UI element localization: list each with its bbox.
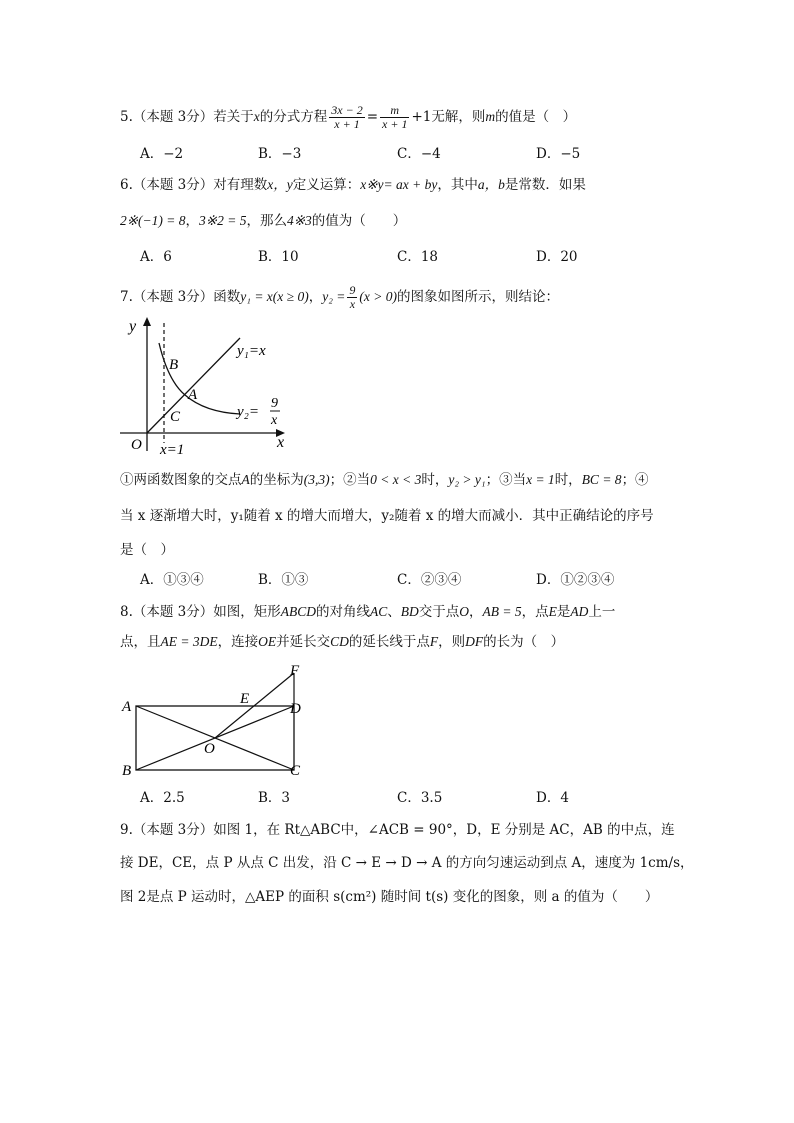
q6-stem-line2	[120, 211, 406, 231]
q7-label-O: O	[131, 437, 142, 453]
q5-frac2-den: x + 1	[382, 117, 408, 131]
q7-s1-bc: BC = 8	[581, 472, 622, 487]
q6-l2-e: 4※3	[286, 213, 312, 228]
q7-label-y2den: x	[271, 413, 278, 428]
q7-s1-g: ；④	[621, 472, 649, 488]
q6-l1-ab: a，b	[477, 177, 505, 192]
q7-head: 7.（本题 3分）函数	[120, 289, 241, 305]
q6-l2-d: ，那么	[246, 213, 287, 229]
q6-l2-c: 3※2 = 5	[199, 213, 247, 228]
q8-l2-a: 点，且	[120, 634, 161, 650]
q8-l1-d: 交于点	[418, 604, 460, 620]
q5-frac1-num: 3x − 2	[331, 103, 363, 117]
q7-y1-def: y₁ = x(x ≥ 0)	[240, 289, 309, 304]
q9-stem-line3: 图 2是点 P 运动时，△AEP 的面积 s(cm²) 随时间 t(s) 变化的图象，则 a 的值为（ ）	[120, 889, 659, 905]
q8-l1-abcd: ABCD	[280, 604, 317, 619]
q6-l2-a: 2※(−1) = 8	[120, 213, 186, 228]
q7-s1-x1: x = 1	[526, 472, 555, 487]
q8-l2-g: 的长为（ ）	[483, 634, 565, 650]
q6-l1-a: 6.（本题 3分）对有理数	[120, 177, 268, 193]
q7-label-y2num: 9	[271, 396, 278, 411]
q5-mid: 的分式方程	[259, 109, 328, 125]
q6-l1-b: 定义运算：	[292, 177, 361, 193]
q8-rectangle-figure	[118, 663, 318, 781]
q8-l2-df: DF	[465, 634, 484, 649]
q7-s1-ineq: y₂ > y₁	[448, 472, 486, 487]
q7-y2-frac	[347, 284, 357, 311]
q5-head: 5.（本题 3分）若关于	[120, 109, 254, 125]
q7-function-graph	[115, 313, 295, 458]
q8-l1-c: 、	[387, 604, 401, 620]
q8-l1-o: O	[459, 604, 470, 619]
q8-label-F: F	[290, 663, 300, 679]
q7-label-y1eq: y₁=x	[237, 343, 266, 359]
q8-label-D: D	[290, 701, 301, 717]
q8-l2-b: ，连接	[217, 634, 259, 650]
q6-l1-d: 是常数．如果	[504, 177, 586, 193]
q5-option-a[interactable]: A．−2	[140, 146, 184, 162]
q8-l2-e: ，则	[438, 634, 466, 650]
q7-s1-pt: (3,3)	[303, 472, 330, 487]
q5-eq: =	[366, 109, 379, 125]
q8-l2-f: F	[429, 634, 439, 649]
q8-option-d[interactable]: D．4	[536, 790, 569, 806]
q8-l1-b: 的对角线	[316, 604, 371, 620]
q7-option-b[interactable]: B．①③	[258, 572, 309, 588]
q7-y2-lhs: y₂ =	[322, 289, 346, 304]
q8-l1-e: ，	[469, 604, 483, 620]
q7-label-C: C	[170, 409, 181, 425]
q6-option-a[interactable]: A．6	[140, 249, 172, 265]
q7-label-A: A	[188, 387, 198, 403]
q8-l1-f: ，点	[521, 604, 549, 620]
q8-l2-oe: OE	[258, 634, 277, 649]
q6-l1-formula: x※y= ax + by	[360, 177, 438, 192]
q7-label-x: x	[277, 434, 285, 451]
q6-option-d[interactable]: D．20	[536, 249, 578, 265]
q7-s1-cond: 0 < x < 3	[370, 472, 422, 487]
q7-s1-b: 的坐标为	[249, 472, 304, 488]
q7-s1-e: ；③当	[485, 472, 527, 488]
q7-option-d[interactable]: D．①②③④	[536, 572, 615, 588]
q8-l1-g: 是	[556, 604, 571, 620]
q7-tail: 的图象如图所示，则结论：	[396, 289, 559, 305]
q8-option-c[interactable]: C．3.5	[397, 790, 443, 806]
q8-label-E: E	[240, 691, 250, 707]
q8-l1-h: 上一	[588, 604, 616, 620]
q7-y2-cond: (x > 0)	[359, 289, 397, 304]
q7-option-a[interactable]: A．①③④	[140, 572, 204, 588]
q8-l2-d: 的延长线于点	[348, 634, 430, 650]
q5-end: 的值是（ ）	[495, 109, 577, 125]
q8-l2-c: 并延长交	[276, 634, 331, 650]
q7-s1-c: ；②当	[329, 472, 371, 488]
q8-stem-line1	[120, 602, 615, 622]
q5-frac2-num: m	[380, 104, 409, 118]
q6-option-c[interactable]: C．18	[397, 249, 439, 265]
q8-label-B: B	[122, 763, 132, 779]
q7-s1-A: A	[241, 472, 250, 487]
q6-l2-b: ，	[185, 213, 200, 229]
q8-l1-ac: AC	[370, 604, 388, 619]
q7-statements-line2: 当 x 逐渐增大时，y₁随着 x 的增大而增大，y₂随着 x 的增大而减小．其中正确结论的序号	[120, 508, 654, 524]
q5-option-c[interactable]: C．−4	[397, 146, 441, 162]
q6-option-b[interactable]: B．10	[258, 249, 299, 265]
q7-y2-den: x	[349, 297, 356, 311]
q7-stem	[120, 284, 559, 311]
q5-option-b[interactable]: B．−3	[258, 146, 302, 162]
q7-option-c[interactable]: C．②③④	[397, 572, 462, 588]
q8-l1-a: 8.（本题 3分）如图，矩形	[120, 604, 281, 620]
q5-var-m: m	[485, 109, 496, 124]
q5-frac1-den: x + 1	[334, 117, 360, 131]
q8-l2-ae: AE = 3DE	[160, 634, 218, 649]
q9-stem-line1: 9.（本题 3分）如图 1，在 Rt△ABC中，∠ACB = 90°，D，E 分别是 AC，AB 的中点，连	[120, 822, 675, 838]
q6-stem-line1	[120, 175, 586, 195]
q5-tail: +1无解，则	[411, 109, 486, 125]
q8-label-A: A	[122, 699, 132, 715]
q7-label-y2lhs: y₂=	[237, 404, 259, 420]
q7-y-arrow	[143, 317, 151, 326]
q7-comma: ，	[308, 289, 323, 305]
q7-y2-num: 9	[349, 283, 356, 297]
q7-statements-line1	[120, 470, 649, 490]
q8-option-b[interactable]: B．3	[258, 790, 291, 806]
q5-var-x: x	[253, 109, 260, 124]
q6-l1-c: ，其中	[437, 177, 478, 193]
q5-fraction-1	[329, 104, 364, 131]
q8-l2-cd: CD	[330, 634, 349, 649]
q6-l1-vars: x，y	[267, 177, 293, 192]
q8-stem-line2	[120, 632, 564, 652]
q5-fraction-2	[380, 104, 409, 131]
q7-label-y: y	[129, 318, 137, 335]
q8-label-C: C	[290, 763, 301, 779]
q7-statements-line3: 是（ ）	[120, 542, 174, 558]
q7-s1-f: 时，	[554, 472, 582, 488]
q8-l1-ab5: AB = 5	[482, 604, 522, 619]
q8-label-O: O	[204, 741, 215, 757]
q8-l1-bd: BD	[400, 604, 419, 619]
q7-label-xeq: x=1	[160, 442, 185, 458]
q6-l2-f: 的值为（ ）	[311, 213, 407, 229]
q8-l1-E: E	[548, 604, 557, 619]
q7-s1-d: 时，	[421, 472, 449, 488]
q8-l1-AD: AD	[570, 604, 589, 619]
q8-option-a[interactable]: A．2.5	[140, 790, 185, 806]
q7-label-B: B	[169, 357, 179, 373]
q7-s1: ①两函数图象的交点	[120, 472, 242, 488]
q5-option-d[interactable]: D．−5	[536, 146, 581, 162]
q9-stem-line2: 接 DE，CE，点 P 从点 C 出发，沿 C → E → D → A 的方向匀速运动到点 A，速度为 1cm/s，	[120, 855, 694, 871]
q5-stem	[120, 104, 576, 131]
